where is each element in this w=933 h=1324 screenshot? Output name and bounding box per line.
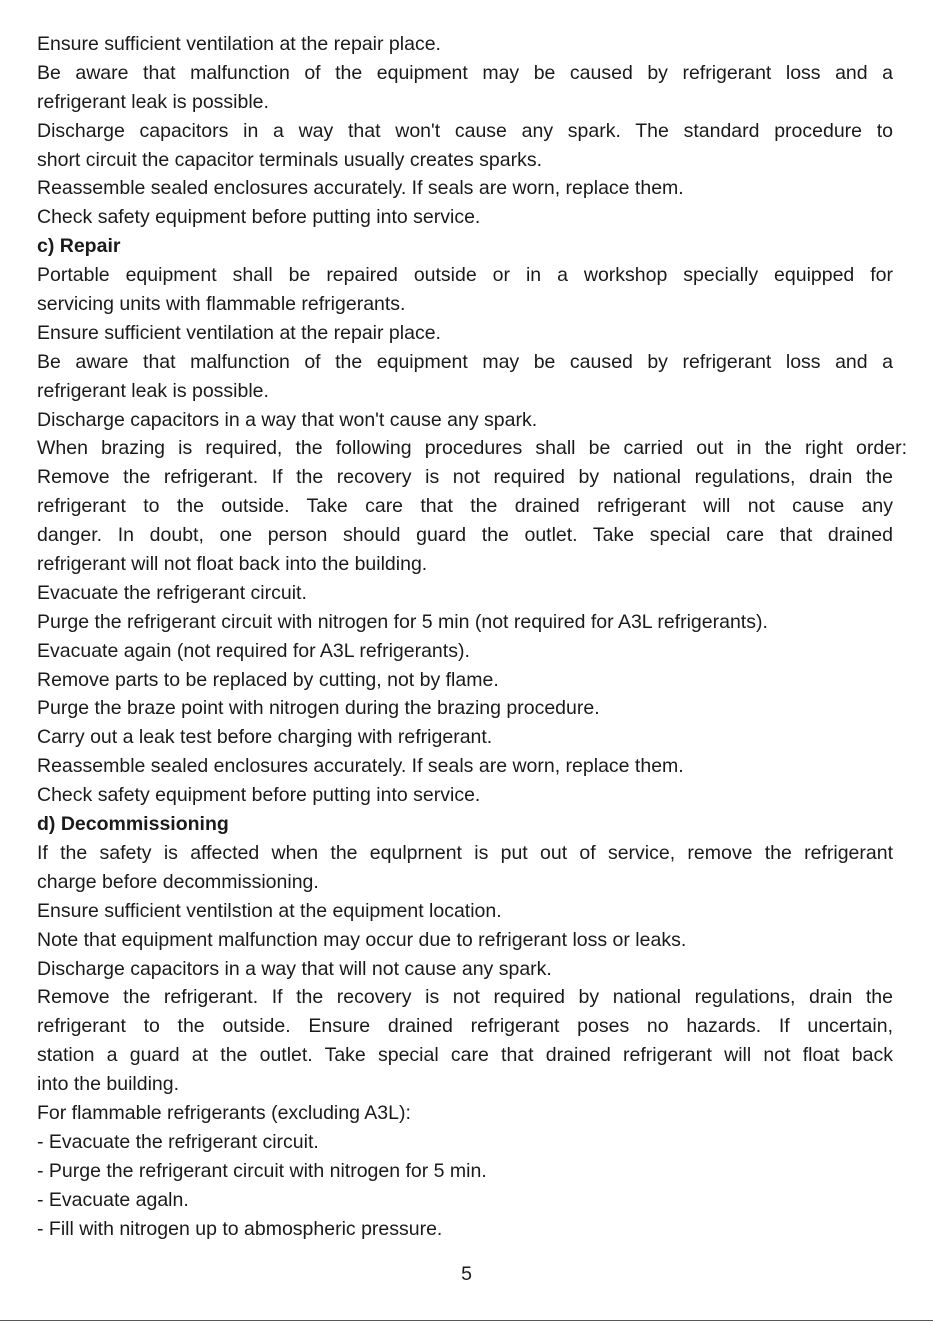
- text-line: - Evacuate agaln.: [37, 1188, 189, 1211]
- text-line: servicing units with flammable refrigerants.: [37, 293, 406, 316]
- text-line: Reassemble sealed enclosures accurately. If seals are worn, replace them.: [37, 177, 684, 200]
- text-line: Remove parts to be replaced by cutting, not by flame.: [37, 668, 499, 691]
- text-line: into the building.: [37, 1073, 180, 1096]
- text-line: If the safety is affected when the equlprnent is put out of service, remove the refrigerant: [37, 841, 893, 864]
- text-line: Purge the braze point with nitrogen during the brazing procedure.: [37, 697, 600, 720]
- text-line: Be aware that malfunction of the equipment may be caused by refrigerant loss and a: [37, 61, 893, 84]
- text-line: When brazing is required, the following procedures shall be carried out in the right order:: [37, 437, 907, 460]
- text-line: - Purge the refrigerant circuit with nitrogen for 5 min.: [37, 1159, 487, 1182]
- text-line: refrigerant leak is possible.: [37, 379, 269, 402]
- text-line: Purge the refrigerant circuit with nitrogen for 5 min (not required for A3L refrigerants).: [37, 610, 768, 633]
- text-line: danger. In doubt, one person should guard the outlet. Take special care that drained: [37, 524, 893, 547]
- text-line: Remove the refrigerant. If the recovery is not required by national regulations, drain the: [37, 466, 893, 489]
- text-line: Check safety equipment before putting into service.: [37, 206, 481, 229]
- page-number: 5: [461, 1263, 472, 1285]
- text-line: refrigerant to the outside. Take care that the drained refrigerant will not cause any: [37, 495, 893, 518]
- text-line: Check safety equipment before putting into service.: [37, 784, 481, 807]
- section-heading: c) Repair: [37, 235, 121, 258]
- text-line: Ensure sufficient ventilation at the repair place.: [37, 33, 441, 55]
- text-line: station a guard at the outlet. Take special care that drained refrigerant will not float back: [37, 1044, 893, 1067]
- page-content: [37, 30, 907, 1243]
- text-line: Evacuate the refrigerant circuit.: [37, 581, 307, 604]
- text-line: - Fill with nitrogen up to abmospheric pressure.: [37, 1217, 443, 1240]
- bottom-rule: [0, 1320, 933, 1321]
- text-line: Discharge capacitors in a way that won't cause any spark. The standard procedure to: [37, 119, 893, 142]
- text-line: refrigerant leak is possible.: [37, 90, 269, 113]
- text-line: Carry out a leak test before charging with refrigerant.: [37, 726, 493, 749]
- text-line: refrigerant to the outside. Ensure drained refrigerant poses no hazards. If uncertain,: [37, 1015, 893, 1038]
- text-line: Discharge capacitors in a way that won't cause any spark.: [37, 408, 538, 431]
- text-line: Ensure sufficient ventilstion at the equipment location.: [37, 899, 502, 922]
- text-line: Be aware that malfunction of the equipment may be caused by refrigerant loss and a: [37, 350, 893, 373]
- text-line: short circuit the capacitor terminals usually creates sparks.: [37, 148, 543, 171]
- text-line: Discharge capacitors in a way that will not cause any spark.: [37, 957, 552, 980]
- section-heading: d) Decommissioning: [37, 813, 229, 836]
- text-line: Note that equipment malfunction may occur due to refrigerant loss or leaks.: [37, 928, 687, 951]
- text-line: - Evacuate the refrigerant circuit.: [37, 1130, 319, 1153]
- text-line: Portable equipment shall be repaired outside or in a workshop specially equipped for: [37, 264, 893, 287]
- text-line: Reassemble sealed enclosures accurately. If seals are worn, replace them.: [37, 755, 684, 778]
- text-line: For flammable refrigerants (excluding A3L):: [37, 1101, 411, 1124]
- text-line: charge before decommissioning.: [37, 870, 319, 893]
- text-line: Evacuate again (not required for A3L refrigerants).: [37, 639, 470, 662]
- text-line: Ensure sufficient ventilation at the repair place.: [37, 321, 441, 344]
- text-line: refrigerant will not float back into the building.: [37, 553, 428, 576]
- text-line: Remove the refrigerant. If the recovery is not required by national regulations, drain the: [37, 986, 893, 1009]
